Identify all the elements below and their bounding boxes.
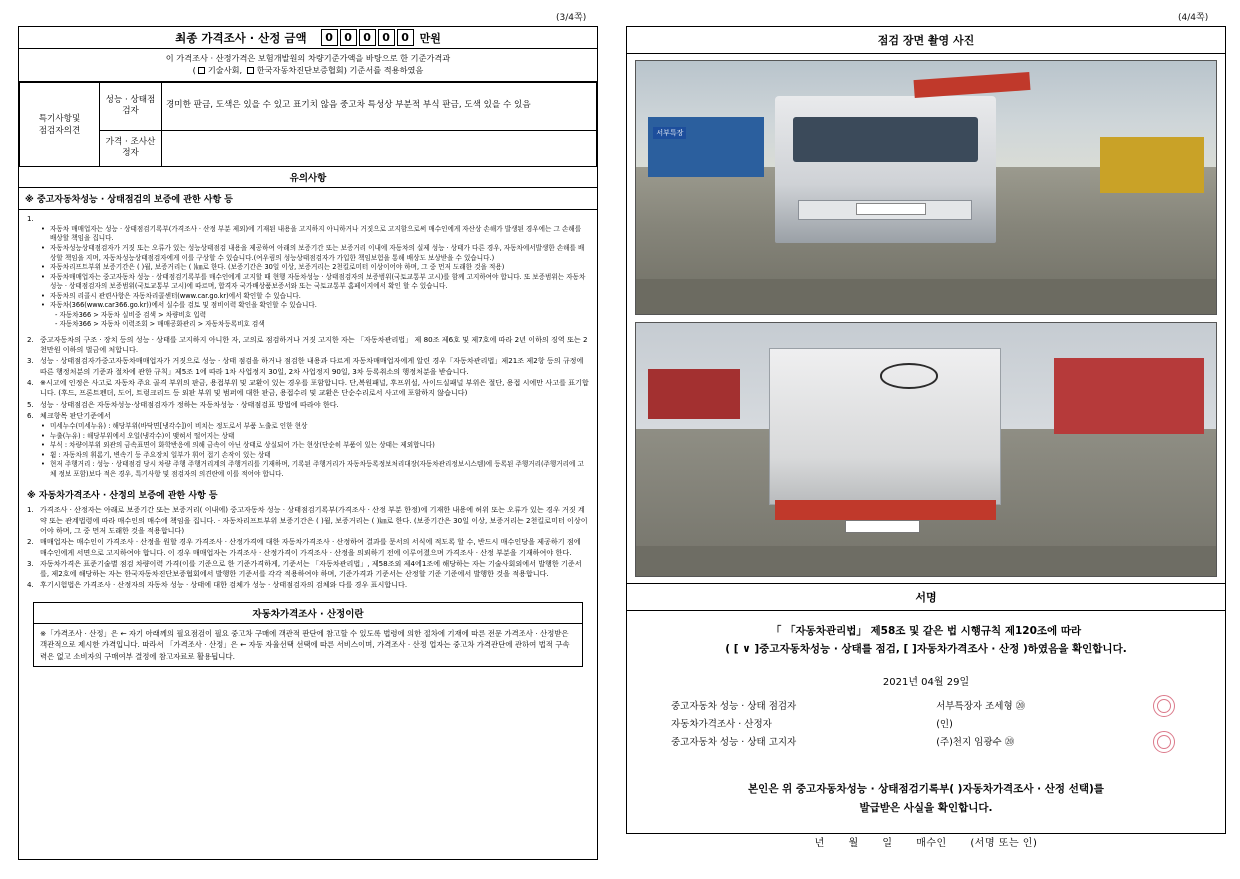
notice-text: 체크항목 판단기준에서 bbox=[40, 410, 111, 420]
row-label-inspector: 성능 · 상태점검자 bbox=[100, 82, 162, 130]
buyer-confirmation bbox=[661, 780, 1191, 818]
appraiser-remarks-value bbox=[162, 130, 597, 166]
notice-subitem bbox=[41, 292, 589, 302]
notice-subitem bbox=[41, 441, 589, 451]
left-sheet bbox=[18, 26, 598, 860]
photo-no-entry-mark bbox=[880, 363, 938, 388]
notice-dash-line: - 자동차366 > 자동차 실비중 검색 > 차량비호 입력 bbox=[55, 310, 207, 319]
notice-number: 4. bbox=[27, 580, 34, 590]
buyer-month: 월 bbox=[848, 837, 859, 849]
seal-stamp-icon bbox=[1153, 695, 1175, 717]
signer-name bbox=[936, 698, 1181, 716]
notice-subtext: 자동차리프트부위 보증기간은 ( )월, 보증거리는 ( )㎞로 한다. (보증기간은 30일 이상, 보증거리는 2천킬로미터 이상이어야 하며, 그 중 먼저 도래한 것을 적용) bbox=[50, 263, 505, 272]
truck-front-photo bbox=[635, 60, 1217, 315]
table-row bbox=[20, 82, 597, 130]
notice-number: 4. bbox=[27, 378, 34, 388]
price-basis-note bbox=[19, 49, 597, 82]
notice-text: 성능 · 상태점검자가중고자동차매매업자가 거짓으로 성능 · 상태 점검을 하거나 점검한 내용과 다르게 자동차매매업자에게 알린 경우「자동차관리법」제21조 제2항 등의 규정에 따른 행정처분의 기준과 절차에 관한 규칙」제5조 1에 따라 1차 사업정지 30일, 2차 사업정지 90일, 3차 등록취소의 행정처분을 받습니다. bbox=[40, 356, 584, 376]
buyer-sign-note: (서명 또는 인) bbox=[970, 837, 1038, 849]
signer-name bbox=[936, 734, 1181, 752]
notice-text: 중고자동차의 구조 · 장치 등의 성능 · 상태를 고지하지 아니한 자, 고의로 점검하거나 거짓 고지한 자는 「자동차관리법」 제 80조 제6호 및 제7호에 따라 2년 이하의 징역 또는 2천만원 이하의 벌금에 처합니다. bbox=[40, 334, 588, 355]
confirm-line1: 본인은 위 중고자동차성능 · 상태점검기록부( )자동차가격조사 · 산정 선택)를 bbox=[748, 782, 1104, 795]
notice-item bbox=[27, 214, 589, 224]
buyer-label: 매수인 bbox=[916, 837, 947, 849]
bullet-icon: • bbox=[41, 301, 45, 310]
notice-subitem bbox=[41, 244, 589, 263]
signer-name-text: (주)천지 임광수 ⑳ bbox=[936, 736, 1015, 748]
checkbox-engineer-society[interactable] bbox=[198, 67, 205, 74]
signer-role: 중고자동차 성능 · 상태 점검자 bbox=[671, 700, 797, 712]
notice-subtext: 미세누수(미세누유) : 해당부위(바닥면[냉각수])이 비치는 정도로서 부품 노출로 인한 현상 bbox=[50, 422, 308, 431]
buyer-signature-row bbox=[641, 834, 1211, 849]
notice-subitem bbox=[41, 301, 589, 311]
photo-sign-text: 서부특장 bbox=[653, 127, 686, 139]
photo-banner-left bbox=[648, 369, 741, 420]
signer-role: 중고자동차 성능 · 상태 고지자 bbox=[671, 736, 797, 748]
amount-digit-1: 0 bbox=[340, 29, 357, 46]
right-sheet bbox=[626, 26, 1226, 849]
row-label-appraiser: 가격 · 조사산정자 bbox=[100, 130, 162, 166]
notice-subitem bbox=[41, 460, 589, 479]
notice-number: 1. bbox=[27, 213, 34, 223]
notice-text: 후기시험법은 가격조사 · 산정자의 자동차 성능 · 상태에 대한 검체가 성능 · 상태점검자의 검체와 다를 경우 표시합니다. bbox=[40, 580, 408, 590]
bullet-icon: • bbox=[41, 460, 45, 469]
amount-unit: 만원 bbox=[419, 31, 441, 45]
notice-item bbox=[27, 356, 589, 377]
inspector-remarks-value: 경미한 판금, 도색은 있을 수 있고 표기치 않음 중고차 특성상 부분적 부식 판금, 도색 있을 수 있음 bbox=[162, 82, 597, 130]
bullet-icon: • bbox=[41, 291, 45, 300]
notice-subtext: 자동차의 리콜시 관련사항은 자동차리콜센터(www.car.go.kr)에서 확인할 수 있습니다. bbox=[50, 291, 301, 300]
notice-body bbox=[19, 210, 597, 594]
bullet-icon: • bbox=[41, 441, 45, 450]
list-item bbox=[671, 716, 1181, 734]
photo-section-title: 점검 장면 촬영 사진 bbox=[627, 27, 1225, 54]
signer-role: 자동차가격조사 · 산정자 bbox=[671, 718, 772, 730]
photo-road bbox=[636, 279, 1216, 314]
table-row bbox=[20, 130, 597, 166]
signature-section-title: 서명 bbox=[627, 583, 1225, 611]
notice-subtext: 자동차성능상태점검자가 거짓 또는 오류가 있는 성능상태점검 내용을 제공하여 아래의 보증기간 또는 보증거리 이내에 자동차의 실제 성능 · 상태가 다른 경우, 자동차에서발생한 손해를 배상할 책임을 지며, 자동차성능상태점검자에게 이를 구상할 수 있습니다.(여우림의 성능상태점검자가 가입한 책임보험을 통해 배상도 보상받을 수 있습니다.) bbox=[50, 243, 585, 262]
notice-text: 매매업자는 매수인이 가격조사 · 산정을 원할 경우 가격조사 · 산정가격에 대한 자동차가격조사 · 산정하여 결과를 문서의 서식에 적도록 할 수, 반드시 매수인당을 제공하기 점에 매수인에게 서면으로 고지하여야 합니다. 이 경우 매매업자는 가격조사 · 산정가격이 가격조사 · 산정을 의뢰하기 전에 이루어졌으며 가격조사 · 산정 부분을 기재하여야 한다. bbox=[40, 537, 581, 557]
law-statement-line1: 「 「자동차관리법」 제58조 및 같은 법 시행규칙 제120조에 따라 bbox=[770, 625, 1082, 637]
notice-subheader: ※ 중고자동차성능 · 상태점검의 보증에 관한 사항 등 bbox=[19, 188, 597, 210]
price-basis-line2: ( 기술사회, 한국자동차진단보증협회) 기준서를 적용하였음 bbox=[192, 65, 424, 76]
notice-subitem bbox=[41, 273, 589, 292]
notice-number: 2. bbox=[27, 537, 34, 547]
notice-item bbox=[27, 400, 589, 410]
notice-subtext: 자동차매매업자는 중고자동차 성능 · 상태점검기록부를 매수인에게 고지할 때 현행 자동차성능 · 상태점검자의 보증범위(국토교통부 고시)를 함께 고지하여야 합니다. 또 보증범위는 자동차성능 · 상태점검자의 보증범위(국토교통부 고시)에 따르며, 합격자 국가배상품보증서와 또는 국토교통부 홈페이지에서 확인 할 수 있습니다. bbox=[50, 272, 586, 291]
notice-number: 3. bbox=[27, 356, 34, 366]
special-remarks-table bbox=[19, 82, 597, 167]
notice-text: 성능 · 상태점검은 자동차성능·상태점검자가 정하는 자동차성능 · 상태점검표 방법에 따라야 한다. bbox=[40, 399, 339, 409]
bullet-icon: • bbox=[41, 243, 45, 252]
amount-digit-0: 0 bbox=[321, 29, 338, 46]
page-marker-left: (3/4쪽) bbox=[556, 13, 587, 23]
notice-item bbox=[27, 411, 589, 421]
photo-windshield bbox=[793, 117, 979, 163]
notice-subtext: 자동차 매매업자는 성능 · 상태점검기록부(가격조사 · 산정 부분 제외)에 기재된 내용을 고지하지 아니하거나 거짓으로 고지함으로써 매수인에게 자산상 손해가 발생된 경우에는 그 손해를 배상할 책임을 집니다. bbox=[50, 224, 582, 243]
price-definition-title: 자동차가격조사 · 산정이란 bbox=[34, 603, 582, 624]
notice-number: 2. bbox=[27, 334, 34, 344]
bullet-icon: • bbox=[41, 224, 45, 233]
photo-right-building bbox=[1100, 137, 1204, 193]
price-notice-subheader: ※ 자동차가격조사 · 산정의 보증에 관한 사항 등 bbox=[27, 491, 218, 502]
confirm-line2: 발급받은 사실을 확인합니다. bbox=[859, 801, 993, 814]
notice-item bbox=[27, 335, 589, 356]
bullet-icon: • bbox=[41, 422, 45, 431]
photo-road bbox=[636, 546, 1216, 576]
amount-digit-boxes bbox=[321, 29, 416, 46]
signer-name-text: 서부특장자 조세형 ⑳ bbox=[936, 700, 1026, 712]
price-basis-line1: 이 가격조사 · 산정가격은 보험개발원의 차량기준가액을 바탕으로 한 기준가격과 bbox=[165, 53, 451, 63]
signer-name-text: (인) bbox=[936, 718, 953, 730]
notice-subitem bbox=[41, 225, 589, 244]
notice-subitem bbox=[41, 263, 589, 273]
price-definition-box bbox=[33, 602, 583, 667]
notice-text: ※시고에 인정은 사고로 자동차 주요 골격 부위의 판금, 용접부위 및 교환이 있는 경우를 포함합니다. 단,복원패널, 후프위설, 사이드실패널 부위은 절단, 용접 시에만 사고를 표기합니다. (후드, 프론트펜더, 도어, 트렁크리드 등 외판 부위 및 범퍼에 대한 판금, 용접수리 및 교환은 단순수리로서 사고에 포함하지 않습니다) bbox=[40, 378, 589, 398]
truck-rear-photo bbox=[635, 322, 1217, 577]
notice-subitem bbox=[41, 432, 589, 442]
notice-number: 1. bbox=[27, 505, 34, 515]
final-price-title: 최종 가격조사 · 산정 금액 bbox=[175, 30, 307, 45]
photo-rear-bumper bbox=[775, 500, 995, 520]
bullet-icon: • bbox=[41, 263, 45, 272]
photo-banner-right bbox=[1054, 358, 1205, 434]
notice-subtext: 휨 : 자동차의 휘롬기, 변속기 등 주요장치 일부가 휘어 접기 손작이 있는 상태 bbox=[50, 450, 271, 459]
checkbox-kaia[interactable] bbox=[247, 67, 254, 74]
notice-item bbox=[27, 559, 589, 580]
notice-number: 6. bbox=[27, 410, 34, 420]
seal-stamp-icon bbox=[1153, 731, 1175, 753]
notice-subitem bbox=[41, 422, 589, 432]
notice-subtext: 누출(누유) : 해당부위에서 오일(냉각수)이 맺혀서 떨어지는 상태 bbox=[50, 431, 235, 440]
notice-header: 유의사항 bbox=[19, 167, 597, 188]
law-statement-line2: ( [ ∨ ]중고자동차성능 · 상태를 점검, [ ]자동차가격조사 · 산정 )하였음을 확인합니다. bbox=[725, 642, 1127, 655]
amount-digit-2: 0 bbox=[359, 29, 376, 46]
bullet-icon: • bbox=[41, 431, 45, 440]
buyer-year: 년 bbox=[814, 837, 825, 849]
notice-subitem bbox=[41, 451, 589, 461]
notice-text: 자동차가격은 표준기술별 점검 차량이력 가격(이를 기준으로 한 기준가격하게, 기준서는 「자동차관리법」, 제58조외 제4에1조에 해당하는 자는 기술사회외에서 발행한 기준서를, 제2호에 해당하는 자는 한국자동차진단보증협회에서 발행한 기준서를 각각 적용하여야 하며, 기준가격과 기준서는 산정할 기준 기준에서 발행한 것을 적용합니다. bbox=[40, 558, 582, 579]
notice-item bbox=[27, 378, 589, 399]
notice-subtext: 현저 주행거리 : 성능 · 상태점검 당시 차량 주행 주행거리계의 주행거리를 기재하며, 기록된 주행거리가 자동차등록정보처리대장(자동차관리정보시스템)에 등록된 주행거리(주행거리에 고체 정보 포함)보다 적은 경우, 특기사항 및 점검자의 의견란에 이를 적어야 합니다. bbox=[50, 460, 584, 478]
photo-building bbox=[648, 117, 764, 178]
signer-name bbox=[936, 716, 1181, 734]
signature-body bbox=[627, 611, 1225, 857]
notice-text bbox=[40, 214, 589, 224]
list-item bbox=[671, 734, 1181, 752]
bullet-icon: • bbox=[41, 272, 45, 281]
notice-text: 가격조사 · 산정자는 아래로 보증기간 또는 보증거리( 이내에) 중고자동차 성능 · 상태점검기록부(가격조사 · 산정 부분 한정)에 기재한 내용에 허위 또는 오류가 있는 경우 거짓 계약 또는 관계법령에 따라 매수인의 매수에 책임을 집니다. · 자동차리프트부위 보증기간은 ( )월, 보증거리는 ( )㎞로 한다. (보증기간은 30일 이상, 보증거리는 2천킬로미터 이상이어야 하며, 그 중 먼저 도래한 것을 적용합니다) bbox=[40, 505, 588, 535]
price-definition-body: ※「가격조사 · 산정」은 ← 자기 아래께의 필요점검이 필요 중고차 구매에 객관적 판단에 참고할 수 있도록 법령에 의한 절차에 기재에 따른 전문 가격조사 · 산정받은 객관적으로 제시한 가격입니다. 따라서 「가격조사 · 산정」은 ← 자동 자율선택 선택에 따른 서비스이며, 가격조사 · 산정 업자는 중고차 가격관단에 관하여 법적 구속력은 없고 소비자의 구매여부 결정에 참고자료로 활용됩니다. bbox=[40, 628, 570, 661]
photo-license-plate bbox=[845, 520, 920, 533]
signature-date: 2021년 04월 29일 bbox=[882, 676, 970, 688]
notice-subtext: 자동차(366(www.car366.go.kr))에서 실수를 검토 및 점비이력 확인을 확인할 수 있습니다. bbox=[50, 301, 317, 310]
photo-area bbox=[627, 54, 1225, 583]
bullet-icon: • bbox=[41, 450, 45, 459]
notice-item bbox=[27, 580, 589, 590]
notice-number: 5. bbox=[27, 399, 34, 409]
special-remarks-label: 특기사항및 점검자의견 bbox=[20, 82, 100, 166]
notice-item bbox=[27, 537, 589, 558]
list-item bbox=[671, 698, 1181, 716]
amount-digit-3: 0 bbox=[378, 29, 395, 46]
signer-list bbox=[671, 698, 1181, 752]
notice-item bbox=[27, 505, 589, 536]
notice-subtext: 부식 : 차량이부위 외관의 금속표면이 화학반응에 의해 금속이 아닌 상태로 상실되어 가는 현상(단순히 부품이 있는 상태는 제외합니다) bbox=[50, 441, 435, 450]
final-price-header bbox=[19, 27, 597, 49]
notice-number: 3. bbox=[27, 558, 34, 568]
buyer-day: 일 bbox=[882, 837, 893, 849]
page-marker-right: (4/4쪽) bbox=[1178, 13, 1209, 23]
notice-dash-line: - 자동차366 > 자동차 이력조회 > 매매공화관리 > 자동차등록비호 검색 bbox=[55, 320, 265, 329]
amount-digit-4: 0 bbox=[397, 29, 414, 46]
photo-license-plate bbox=[856, 203, 926, 216]
